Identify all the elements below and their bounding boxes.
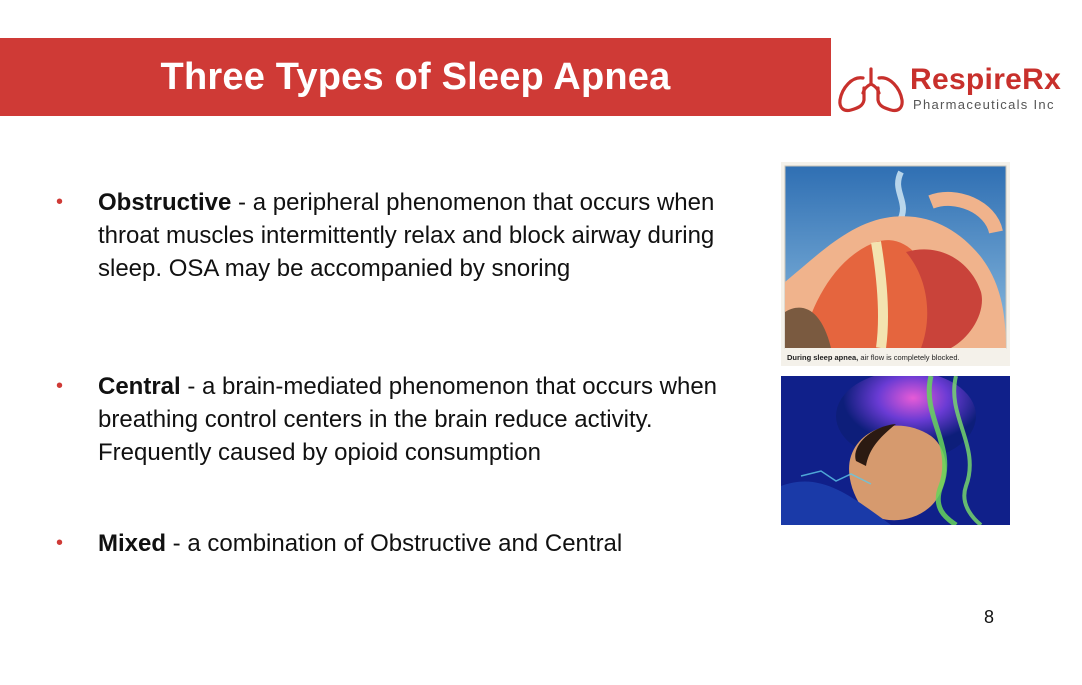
title-band [0,38,831,116]
sleeper-brain-photo [781,376,1010,525]
bullet-description: - a combination of Obstructive and Central [166,530,623,557]
bullet-term: Mixed [98,530,167,557]
sleeper-drawing [781,376,1010,525]
bullet-dot: • [56,532,64,554]
bullet-text [98,527,738,560]
airway-caption [787,353,960,362]
airway-caption-bold: During sleep apnea, [787,353,859,362]
airway-caption-rest: air flow is completely blocked. [858,353,960,362]
bullet-text [98,370,738,469]
lungs-icon [836,66,906,114]
bullet-term: Obstructive [98,189,232,216]
logo-subtitle: Pharmaceuticals Inc [913,97,1055,112]
bullet-description: - a brain-mediated phenomenon that occurs when breathing control centers in the brain reduce activity. Frequently caused by opioid consumption [98,373,718,466]
bullet-description: - a peripheral phenomenon that occurs when throat muscles intermittently relax and block airway during sleep. OSA may be accompanied by snoring [98,189,715,282]
company-logo [836,62,1076,118]
airway-illustration [781,162,1010,366]
page-number: 8 [984,607,995,627]
bullet-text [98,186,738,285]
airway-drawing [781,162,1010,366]
bullet-term: Central [98,373,181,400]
slide-title: Three Types of Sleep Apnea [160,55,671,98]
logo-name: RespireRx [910,63,1062,96]
bullet-dot: • [56,191,64,213]
bullet-dot: • [56,375,64,397]
